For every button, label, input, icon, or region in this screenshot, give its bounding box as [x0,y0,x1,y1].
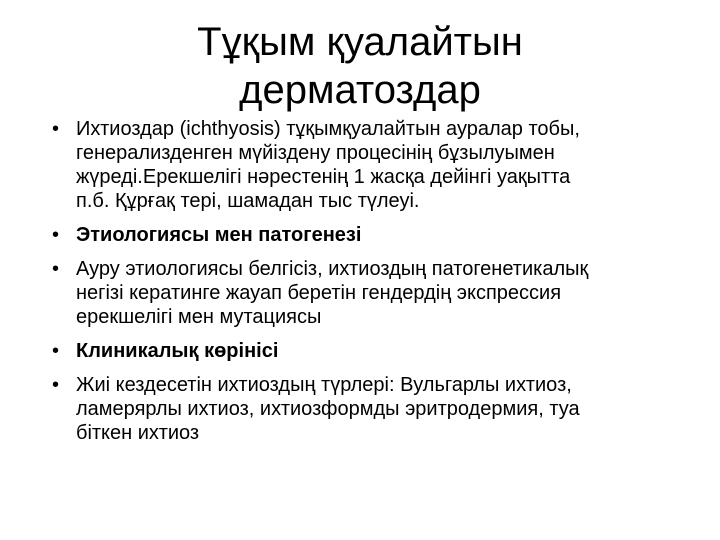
bullet-text-line: біткен ихтиоз [76,422,200,444]
bullet-heading-text: Клиникалық көрінісі [76,340,279,362]
bullet-text-line: генерализденген мүйіздену процесінің бұзылуымен [76,142,555,164]
bullet-text-line: п.б. Құрғақ тері, шамадан тыс түлеуі. [76,190,420,212]
title-line: Тұқым қуалайтын [197,20,523,64]
bullet-text-line: Жиі кездесетін ихтиоздың түрлері: Вульгарлы ихтиоз, [76,374,572,396]
bullet-icon: • [52,340,60,362]
bullet-text-line: ерекшелігі мен мутациясы [76,306,322,328]
bullet-text-line: Ихтиоздар (ichthyosis) тұқымқуалайтын ауралар тобы, [76,118,580,140]
bullet-item [50,257,700,329]
bullet-item-heading [50,339,700,363]
slide-title [40,18,680,114]
bullet-text-line: жүреді.Ерекшелігі нәрестенің 1 жасқа дейінгі уақытта [76,166,571,188]
bullet-item [50,373,700,445]
bullet-item-heading [50,223,700,247]
title-line: дерматоздар [239,68,481,112]
bullet-heading-text: Этиологиясы мен патогенезі [76,224,362,246]
bullet-text-line: ламерярлы ихтиоз, ихтиозформды эритродермия, туа [76,398,580,420]
bullet-icon: • [52,224,60,246]
bullet-icon: • [52,374,60,396]
bullet-item [50,117,700,213]
bullet-icon: • [52,258,60,280]
bullet-text-line: негізі кератинге жауап беретін гендердің экспрессия [76,282,562,304]
bullet-list [50,117,700,455]
bullet-text-line: Ауру этиологиясы белгісіз, ихтиоздың патогенетикалық [76,258,589,280]
bullet-icon: • [52,118,60,140]
